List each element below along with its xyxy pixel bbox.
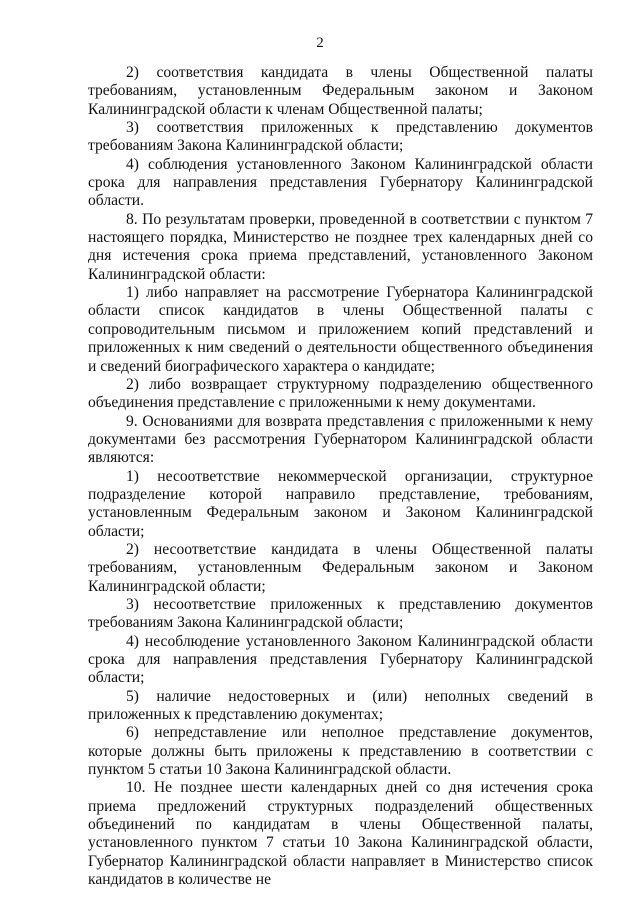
paragraph-2-3: 4) соблюдения установленного Законом Калининградской области срока для направления представления Губернатору Калининградской области. [88,155,593,210]
paragraph-8: 8. По результатам проверки, проведенной в соответствии с пунктом 7 настоящего порядка, Министерство не позднее трех календарных дней со дня истечения срока приема представлений, установленного Законом Калининградской области: [88,210,593,283]
paragraph-2-1: 2) соответствия кандидата в члены Общественной палаты требованиям, установленным Федеральным законом и Законом Калининградской области к членам Общественной палаты; [88,64,593,118]
paragraph-9-3: 3) несоответствие приложенных к представлению документов требованиям Закона Калининградской области; [88,595,593,632]
paragraph-9-2: 2) несоответствие кандидата в члены Общественной палаты требованиям, установленным Федеральным законом и Законом Калининградской области; [88,540,593,595]
paragraph-2-2: 3) соответствия приложенных к представлению документов требованиям Закона Калининградской области; [88,119,593,155]
paragraph-8-2: 2) либо возвращает структурному подразделению общественного объединения представление с приложенными к нему документами. [88,375,593,412]
paragraph-9-4: 4) несоблюдение установленного Законом Калининградской области срока для направления представления Губернатору Калининградской области; [88,632,593,687]
paragraph-9: 9. Основаниями для возврата представления с приложенными к нему документами без рассмотрения Губернатором Калининградской области являются: [88,412,593,467]
paragraph-9-6: 6) непредставление или неполное представление документов, которые должны быть приложены к представлению в соответствии с пунктом 5 статьи 10 Закона Калининградской области. [88,724,593,779]
paragraph-9-5: 5) наличие недостоверных и (или) неполных сведений в приложенных к представлению документах; [88,687,593,724]
document-body [88,64,593,889]
paragraph-8-1: 1) либо направляет на рассмотрение Губернатора Калининградской области список кандидатов в члены Общественной палаты с сопроводительным письмом и приложением копий представлений и приложенных к ним сведений о деятельности общественного объединения и сведений биографического характера о кандидате; [88,284,593,375]
paragraph-10: 10. Не позднее шести календарных дней со дня истечения срока приема предложений структурных подразделений общественных объединений по кандидатам в члены Общественной палаты, установленного пунктом 7 статьи 10 Закона Калининградской области, Губернатор Калининградской области направляет в Министерство список кандидатов в количестве не [88,779,593,889]
page-number: 2 [316,35,324,51]
paragraph-9-1: 1) несоответствие некоммерческой организации, структурное подразделение которой направило представление, требованиям, установленным Федеральным законом и Законом Калининградской области; [88,467,593,540]
